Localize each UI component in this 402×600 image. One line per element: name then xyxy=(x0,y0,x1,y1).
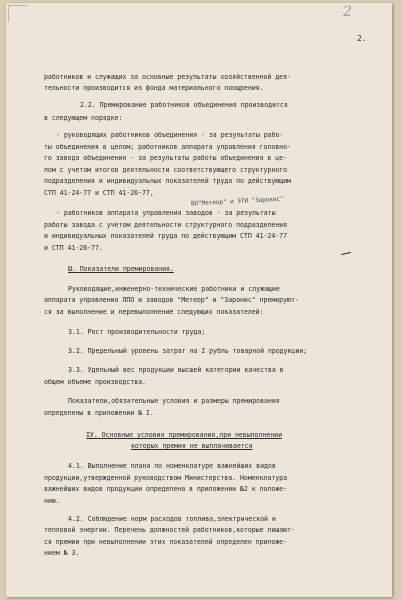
text-line: 2.2. Премирование работников объединения производится xyxy=(80,101,288,109)
text-line: и индивидуальных показателей труда по действующим СТП 41-24-77 xyxy=(44,232,288,240)
text-line: общем объеме производства. xyxy=(44,378,146,386)
text-line: тельности производится из фонда материального поощрения. xyxy=(44,84,264,92)
pen-mark xyxy=(341,252,351,255)
text-line: аппарата управления ЛПО и заводов "Метеор" и "Заронис" премируют- xyxy=(44,296,299,304)
section-heading-continued: которых премия не выплачивается xyxy=(131,442,253,450)
page-number: 2. xyxy=(357,34,367,43)
page-corner-mark xyxy=(8,5,27,22)
text-line: ся премии при невыполнении этих показателей определен приложе- xyxy=(44,538,288,546)
text-line: Руководящие,инженерно-технические работники и служащие xyxy=(68,285,280,293)
text-line: определены в приложении № I. xyxy=(44,409,154,417)
text-line: ся за выполнение и перевыполнение следующих показателей: xyxy=(44,308,264,316)
text-line: в следующем порядке: xyxy=(44,114,123,122)
list-item: 3.1. Рост производительности труда; xyxy=(68,328,206,336)
text-line: и СТП 41-26-77. xyxy=(44,244,103,252)
text-line: СТП 41-24-77 и СТП 41-26-77, xyxy=(44,189,154,197)
handwritten-page-number: 2 xyxy=(343,4,352,20)
document-page xyxy=(6,3,392,597)
text-line: важнейших видов продукции определена в приложении №2 к положе- xyxy=(44,485,288,493)
text-line: работы завода с учетом деятельности структурного подразделения xyxy=(44,221,288,229)
text-line: нию. xyxy=(44,497,60,505)
text-line: го завода объединения - за результаты работы объединения в це- xyxy=(44,154,288,162)
section-heading: IУ. Основные условия премирования,при невыполнении xyxy=(86,431,282,439)
text-line: продукции,утвержденной руководством Министерства. Номенклатура xyxy=(44,474,288,482)
text-line: Показатели,обязательные условия и размеры премирования xyxy=(68,397,280,405)
text-line: нием № 3. xyxy=(44,549,80,557)
text-line: - работников аппарата управления заводов - за результаты xyxy=(56,209,276,217)
list-item: 3.2. Предельный уровень затрат на I рубль товарной продукции; xyxy=(68,347,308,355)
text-line: работников и служащих за основные результаты хозяйственной дея- xyxy=(44,73,291,81)
handwritten-insert: ВО"Метеор" и ЭТИ "Зарокис" xyxy=(190,195,284,208)
text-line: тепловой энергии. Перечень должностей работников,которые лишают- xyxy=(44,526,295,534)
text-line: лом с учетом итогов деятельности соответствующего структурного xyxy=(44,166,288,174)
text-line: подразделения и индивидуальных показателей труда по действующим xyxy=(44,177,291,185)
text-line: 4.2. Соблюдение норм расходов топлива,электрической и xyxy=(68,515,276,523)
section-heading: Ш. Показатели премирования. xyxy=(68,265,174,273)
text-line: 4.1. Выполнение плана по номенклатуре важнейших видов xyxy=(68,462,276,470)
text-line: - руководящих работников объединения - за результаты рабо- xyxy=(56,131,284,139)
list-item: 3.3. Удельный вес продукции высшей категории качества в xyxy=(68,366,284,374)
text-line: ты объединения в целом; работников аппарата управления головно- xyxy=(44,143,291,151)
